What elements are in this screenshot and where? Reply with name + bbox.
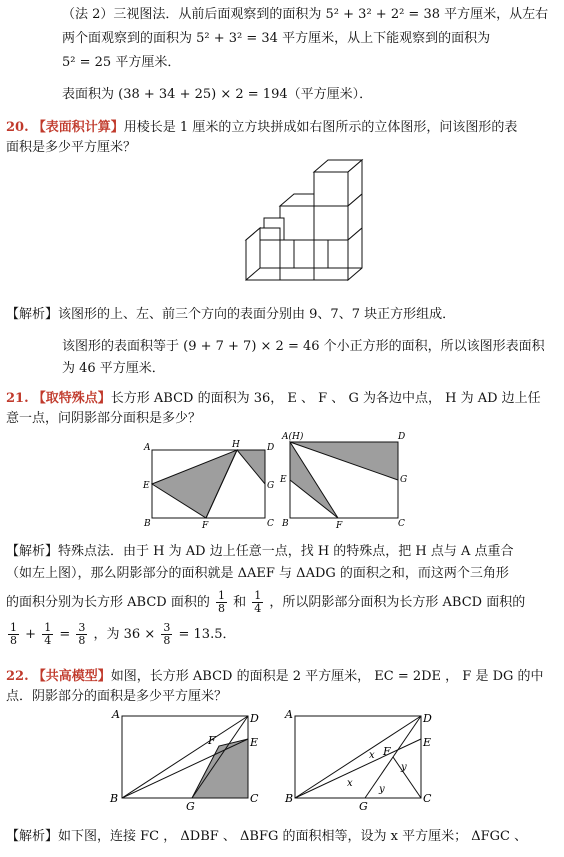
fraction: $\frac{1}{8}$: [10, 621, 17, 647]
question-number: 21.: [6, 391, 29, 406]
solution-tag: 【解析】: [6, 307, 59, 322]
question-22: [6, 668, 544, 685]
point-label: D: [423, 712, 432, 725]
point-label: D: [250, 712, 259, 725]
shaded-region: [152, 450, 237, 518]
fraction: $\frac{3}{8}$: [163, 621, 171, 647]
model-figure-right: [283, 706, 443, 810]
cube-face: [314, 206, 348, 240]
solution-line: [6, 590, 525, 615]
area-label: x: [347, 778, 353, 789]
question-number: 22.: [6, 669, 29, 684]
point-label: C: [423, 792, 432, 805]
question-number: 20.: [6, 120, 29, 135]
shaded-region: [192, 739, 248, 798]
point-label: E: [423, 736, 432, 749]
solution-text: 该图形的上、左、前三个方向的表面分别由 9、7、7 块正方形组成．: [58, 307, 456, 322]
area-label: x: [369, 750, 375, 761]
solution-line: $\frac{1}{8}$ + $\frac{1}{4}$ = $\frac{3}{8}$ ，为 36 × $\frac{3}{8}$ = 13.5．: [10, 621, 236, 647]
point-label: F: [202, 521, 209, 530]
point-label: C: [398, 519, 405, 529]
cube-face: [280, 240, 314, 280]
point-label: B: [285, 792, 294, 805]
model-figure-left: [108, 706, 268, 810]
point-label: A: [144, 443, 151, 453]
point-label: H: [232, 440, 240, 450]
question-text: 意一点，问阴影部分面积是多少？: [6, 411, 202, 426]
point-label: E: [250, 736, 259, 749]
text-line: 5² = 25 平方厘米．: [62, 55, 181, 70]
question-tag: 【表面积计算】: [32, 120, 124, 135]
question-tag: 【共高模型】: [32, 669, 111, 684]
point-label: B: [110, 792, 119, 805]
solution-text: 的面积分别为长方形 ABCD 面积的: [6, 595, 210, 610]
question-text: 用棱长是 1 厘米的立方块拼成如右图所示的立体图形，问该图形的表: [123, 120, 518, 135]
rectangle-figure-left: [140, 438, 275, 530]
solution-text: （如左上图），那么阴影部分的面积就是 ΔAEF 与 ΔADG 的面积之和，而这两个三角形: [6, 566, 509, 581]
solution-tag: 【解析】: [6, 544, 59, 559]
question-21: [6, 390, 541, 407]
cube-face: [280, 194, 314, 206]
text-line: 两个面观察到的面积为 5² + 3² = 34 平方厘米，从上下能观察到的面积为: [62, 31, 491, 46]
solution-text: 该图形的表面积等于 (9 + 7 + 7) × 2 = 46 个小正方形的面积，所以该图形表面积: [62, 339, 545, 354]
rectangle-figure-right: [278, 430, 408, 530]
area-label: y: [401, 762, 407, 773]
area-label: y: [379, 784, 385, 795]
question-text: 如图，长方形 ABCD 的面积是 2 平方厘米， EC = 2DE ， F 是 DG 的中: [110, 669, 544, 684]
cube-face: [314, 240, 348, 280]
point-label: G: [267, 481, 275, 491]
solution-20: [6, 306, 455, 323]
point-label: F: [383, 745, 391, 758]
question-text: 面积是多少平方厘米？: [6, 140, 137, 155]
question-text: 长方形 ABCD 的面积为 36， E 、 F 、 G 为各边中点， H 为 AD 边上任: [110, 391, 541, 406]
text-line: （法 2）三视图法．从前后面观察到的面积为 5² + 3² + 2² = 38 平方厘米，从左右: [62, 7, 549, 22]
question-tag: 【取特殊点】: [32, 391, 111, 406]
point-label: C: [267, 519, 274, 529]
point-label: F: [336, 521, 343, 530]
point-label: A: [285, 708, 293, 721]
point-label: A(H): [282, 432, 304, 442]
solution-text: 如下图，连接 FC ， ΔDBF 、 ΔBFG 的面积相等，设为 x 平方厘米； ΔFGC 、: [58, 829, 528, 844]
cube-figure: [238, 158, 378, 294]
point-label: C: [250, 792, 259, 805]
point-label: D: [398, 432, 406, 442]
point-label: E: [143, 481, 150, 491]
point-label: A: [112, 708, 120, 721]
solution-22: [6, 828, 527, 845]
solution-text: ，所以阴影部分面积为长方形 ABCD 面积的: [269, 595, 526, 610]
point-label: G: [400, 475, 408, 485]
cube-face: [280, 206, 314, 240]
solution-tag: 【解析】: [6, 829, 59, 844]
question-text: 点．阴影部分的面积是多少平方厘米？: [6, 689, 228, 704]
cube-face: [314, 172, 348, 206]
point-label: E: [280, 475, 287, 485]
fraction: $\frac{1}{4}$: [44, 621, 52, 647]
fraction: $\frac{1}{8}$: [217, 589, 225, 615]
text-line: 表面积为 (38 + 34 + 25) × 2 = 194（平方厘米）．: [62, 87, 373, 102]
solution-text: 特殊点法．由于 H 为 AD 边上任意一点，找 H 的特殊点，把 H 点与 A 点重合: [58, 544, 514, 559]
question-20: [6, 119, 517, 136]
fraction: $\frac{3}{8}$: [78, 621, 86, 647]
point-label: D: [267, 443, 275, 453]
point-label: B: [144, 519, 151, 529]
solution-text: 为 46 平方厘米．: [62, 361, 165, 376]
solution-text: 和: [233, 595, 247, 610]
fraction: $\frac{1}{4}$: [254, 589, 262, 615]
point-label: G: [359, 800, 368, 810]
point-label: F: [208, 734, 216, 747]
solution-21: [6, 543, 514, 560]
point-label: B: [282, 519, 289, 529]
shaded-region: [237, 450, 265, 484]
point-label: G: [186, 800, 195, 810]
